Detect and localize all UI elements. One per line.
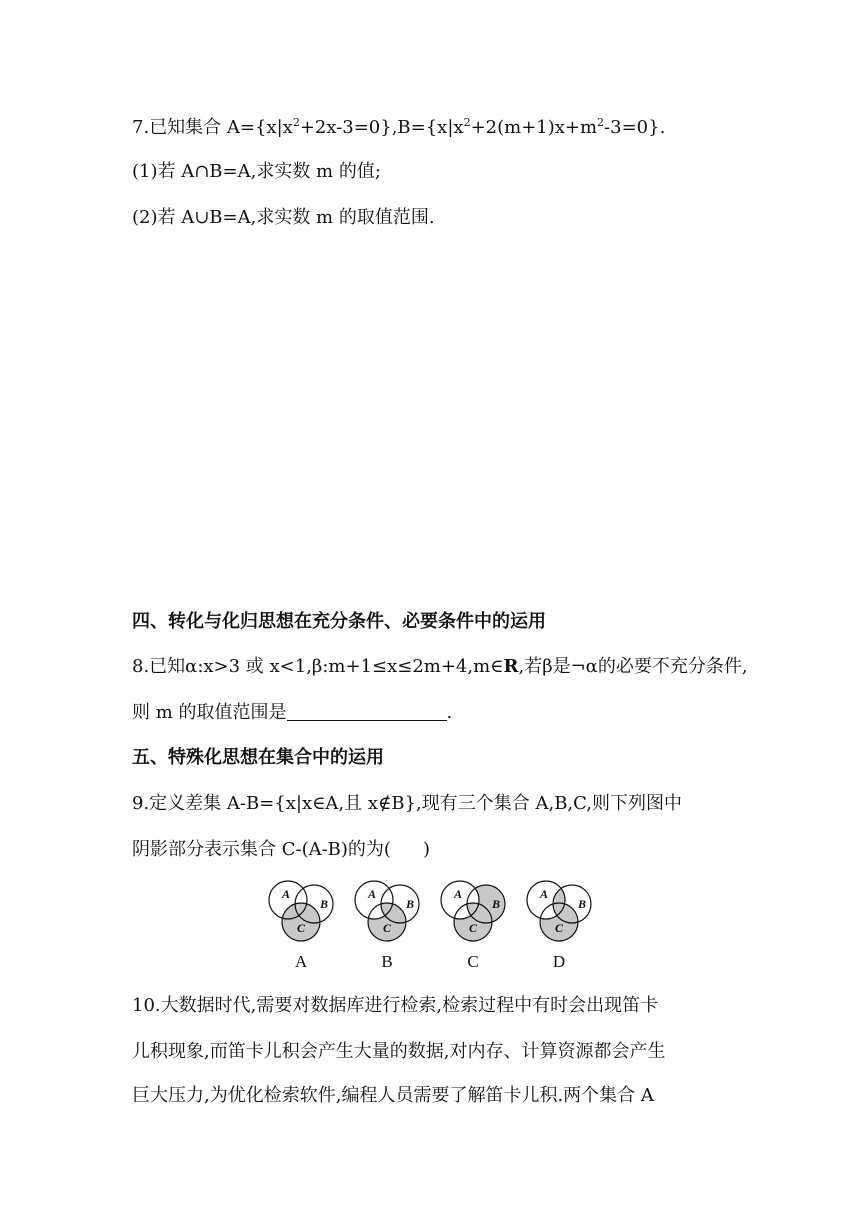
venn-letter-a: A (540, 887, 549, 901)
venn-letter-c: C (555, 921, 564, 935)
text-run: +2(m+1)x+m (470, 117, 598, 138)
text-run: 阴影部分表示集合 C-(A-B)的为( (132, 839, 391, 860)
problem-10-line-2: 儿积现象,而笛卡儿积会产生大量的数据,对内存、计算资源都会产生 (132, 1041, 666, 1062)
text-run: +2x-3=0},B={x|x (299, 117, 464, 138)
problem-10-line-3: 巨大压力,为优化检索软件,编程人员需要了解笛卡儿积.两个集合 A (132, 1085, 654, 1106)
problem-9-line-2 (132, 838, 430, 862)
option-label-d: D (552, 952, 566, 971)
option-label-a: A (294, 952, 308, 971)
venn-letter-a: A (282, 887, 291, 901)
venn-letter-c: C (383, 921, 392, 935)
venn-letter-b: B (492, 897, 501, 911)
text-run: 已知集合 A={x|x (149, 117, 293, 138)
option-label-c: C (467, 952, 479, 971)
text-run: ,若β是¬α的必要不充分条件, (518, 656, 748, 677)
problem-7-part-2: (2)若 A∪B=A,求实数 m 的取值范围. (132, 207, 435, 228)
venn-diagram-options (262, 876, 602, 976)
section-5-title: 五、特殊化思想在集合中的运用 (132, 747, 384, 768)
text-run: 则 m 的取值范围是 (132, 702, 287, 723)
venn-letter-b: B (320, 897, 329, 911)
venn-letter-c: C (469, 921, 478, 935)
text-run: -3=0}. (604, 117, 666, 138)
venn-svg-d (524, 876, 594, 952)
problem-7-part-1: (1)若 A∩B=A,求实数 m 的值; (132, 161, 381, 182)
venn-svg-c (438, 876, 508, 952)
problem-9-line-1: 9.定义差集 A-B={x|x∈A,且 x∉B},现有三个集合 A,B,C,则下列图中 (132, 793, 682, 814)
answer-blank (287, 702, 447, 721)
superscript: 2 (292, 116, 300, 129)
venn-letter-a: A (454, 887, 463, 901)
superscript: 2 (597, 116, 605, 129)
venn-letter-c: C (297, 921, 306, 935)
venn-letter-b: B (406, 897, 415, 911)
bold-symbol: R (503, 656, 519, 677)
problem-8-line-1 (132, 655, 748, 679)
text-run: 8.已知α:x>3 或 x<1,β:m+1≤x≤2m+4,m∈ (132, 656, 504, 677)
text-run: . (446, 702, 453, 723)
problem-8-line-2 (132, 701, 452, 725)
problem-10-line-1: 10.大数据时代,需要对数据库进行检索,检索过程中有时会出现笛卡 (132, 995, 659, 1016)
option-label-b: B (381, 952, 393, 971)
venn-svg-a (266, 876, 336, 952)
problem-number: 7. (132, 117, 150, 138)
venn-letter-b: B (578, 897, 587, 911)
text-run: ) (422, 839, 430, 860)
venn-svg-b (352, 876, 422, 952)
section-4-title: 四、转化与化归思想在充分条件、必要条件中的运用 (132, 611, 546, 632)
problem-7-statement (132, 116, 665, 140)
superscript: 2 (463, 116, 471, 129)
venn-letter-a: A (368, 887, 377, 901)
